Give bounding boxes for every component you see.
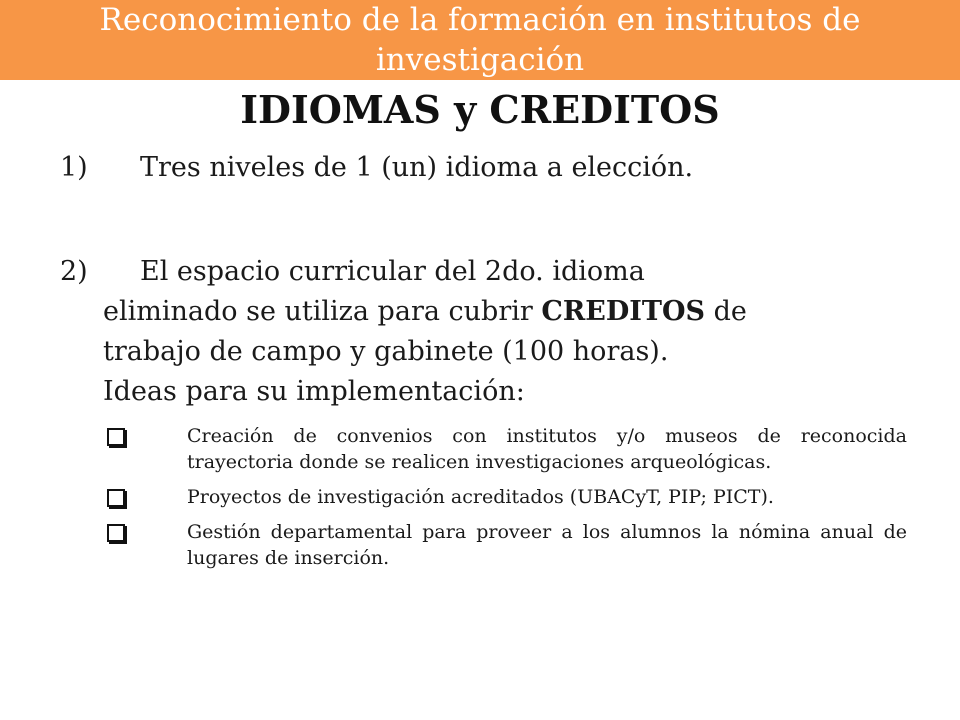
- ideas-heading: Ideas para su implementación:: [103, 376, 525, 407]
- bullet-text: Creación de convenios con institutos y/o museos de reconocida trayectoria donde se realicen investigaciones arqueológicas.: [187, 425, 907, 473]
- list-item-text-line1: El espacio curricular del 2do. idioma: [140, 256, 645, 287]
- list-item-number: 1): [60, 152, 88, 183]
- bullet-item: [103, 519, 907, 571]
- list-item-2: [60, 252, 900, 372]
- list-item-1: [60, 148, 900, 188]
- slide-main-title: IDIOMAS y CREDITOS: [240, 87, 720, 132]
- list-item-text-line3: trabajo de campo y gabinete (100 horas).: [103, 336, 669, 367]
- header-title-line2: investigación: [375, 42, 585, 78]
- list-item-text-continuation: [60, 292, 900, 372]
- slide-header-title: [0, 0, 960, 80]
- bullet-text: Proyectos de investigación acreditados (UBACyT, PIP; PICT).: [187, 486, 774, 508]
- header-title-line1: Reconocimiento de la formación en institutos de: [99, 2, 861, 38]
- list-item-text: Tres niveles de 1 (un) idioma a elección.: [140, 152, 694, 183]
- bullet-text: Gestión departamental para proveer a los alumnos la nómina anual de lugares de inserción.: [187, 521, 907, 569]
- list-item-text-line2: eliminado se utiliza para cubrir: [103, 296, 542, 327]
- bullet-list: [103, 423, 907, 580]
- checkbox-square-icon: [107, 524, 125, 542]
- bullet-item: [103, 423, 907, 475]
- list-item-text-line2-end: de: [705, 296, 747, 327]
- checkbox-square-icon: [107, 489, 125, 507]
- list-item-number: 2): [60, 256, 88, 287]
- checkbox-square-icon: [107, 428, 125, 446]
- list-item-bold-term: CREDITOS: [541, 296, 706, 327]
- bullet-item: [103, 484, 907, 510]
